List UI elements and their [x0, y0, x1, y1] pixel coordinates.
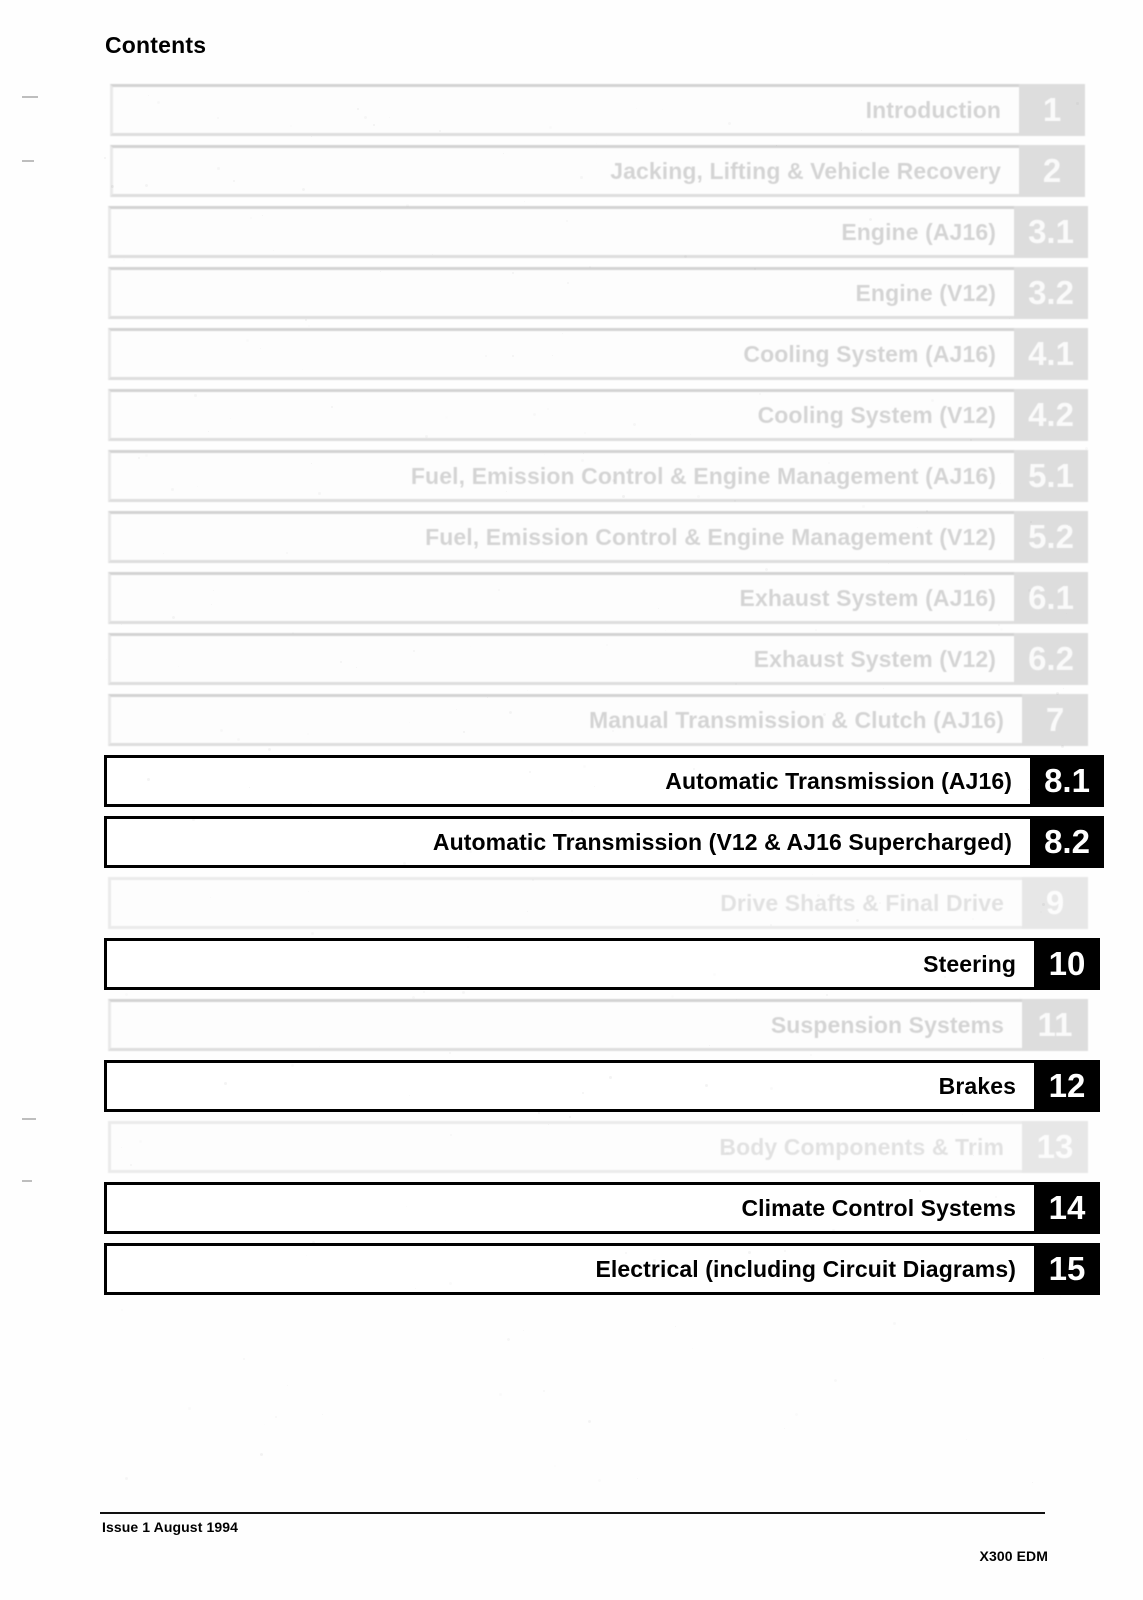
toc-row[interactable] [0, 263, 1143, 324]
toc-entry-label: Engine (AJ16) [108, 206, 1014, 258]
toc-entry-number: 5.2 [1014, 511, 1088, 563]
toc-row[interactable] [0, 446, 1143, 507]
toc-entry-bar[interactable] [108, 389, 1088, 441]
scan-noise-dot [598, 1479, 601, 1482]
scan-noise-dot [1032, 1482, 1033, 1483]
toc-entry-number: 14 [1034, 1182, 1100, 1234]
toc-row[interactable] [0, 1056, 1143, 1117]
scan-noise-dot [1043, 1358, 1044, 1359]
toc-entry-number: 8.2 [1030, 816, 1104, 868]
footer-document-code: X300 EDM [979, 1548, 1048, 1564]
toc-entry-bar[interactable] [108, 999, 1088, 1051]
table-of-contents [0, 80, 1143, 1300]
toc-entry-label: Fuel, Emission Control & Engine Management (V12) [108, 511, 1014, 563]
scan-artifact [22, 160, 34, 162]
toc-entry-number: 8.1 [1030, 755, 1104, 807]
toc-entry-bar[interactable] [108, 206, 1088, 258]
toc-entry-number: 3.2 [1014, 267, 1088, 319]
toc-row[interactable] [0, 1117, 1143, 1178]
scan-noise-dot [523, 1330, 524, 1331]
toc-row[interactable] [0, 934, 1143, 995]
scan-noise-dot [675, 1326, 676, 1327]
toc-entry-bar[interactable] [108, 572, 1088, 624]
toc-entry-bar[interactable] [110, 145, 1085, 197]
scan-artifact [22, 1180, 32, 1182]
scan-noise-dot [499, 1393, 502, 1396]
toc-entry-label: Drive Shafts & Final Drive [108, 877, 1022, 929]
scan-noise-dot [243, 1358, 245, 1360]
toc-row[interactable] [0, 324, 1143, 385]
toc-entry-bar[interactable] [108, 511, 1088, 563]
toc-entry-bar[interactable] [104, 938, 1100, 990]
toc-entry-bar[interactable] [104, 1182, 1100, 1234]
scan-noise-dot [692, 1348, 693, 1349]
scan-noise-dot [588, 1420, 591, 1423]
toc-row[interactable] [0, 690, 1143, 751]
toc-entry-bar[interactable] [104, 1243, 1100, 1295]
toc-entry-label: Manual Transmission & Clutch (AJ16) [108, 694, 1022, 746]
toc-row[interactable] [0, 507, 1143, 568]
toc-row[interactable] [0, 629, 1143, 690]
scan-noise-dot [795, 1413, 798, 1416]
toc-entry-bar[interactable] [108, 328, 1088, 380]
scan-noise-dot [637, 1478, 638, 1479]
toc-entry-label: Engine (V12) [108, 267, 1014, 319]
toc-entry-number: 6.2 [1014, 633, 1088, 685]
scan-artifact [22, 96, 38, 98]
toc-entry-number: 9 [1022, 877, 1088, 929]
toc-entry-number: 4.1 [1014, 328, 1088, 380]
scan-noise-dot [121, 1309, 123, 1311]
footer-issue-text: Issue 1 August 1994 [102, 1519, 238, 1535]
scan-noise-dot [287, 1385, 288, 1386]
scan-noise-dot [188, 1407, 191, 1410]
toc-entry-bar[interactable] [108, 694, 1088, 746]
toc-row[interactable] [0, 80, 1143, 141]
toc-entry-bar[interactable] [104, 755, 1104, 807]
scan-noise-dot [507, 1338, 510, 1341]
toc-entry-bar[interactable] [110, 84, 1085, 136]
toc-entry-number: 5.1 [1014, 450, 1088, 502]
toc-entry-label: Brakes [104, 1060, 1034, 1112]
toc-entry-label: Exhaust System (AJ16) [108, 572, 1014, 624]
toc-entry-label: Cooling System (AJ16) [108, 328, 1014, 380]
scan-noise-dot [543, 1390, 545, 1392]
toc-entry-label: Climate Control Systems [104, 1182, 1034, 1234]
toc-row[interactable] [0, 385, 1143, 446]
toc-row[interactable] [0, 995, 1143, 1056]
toc-entry-label: Automatic Transmission (V12 & AJ16 Supercharged) [104, 816, 1030, 868]
toc-row[interactable] [0, 1239, 1143, 1300]
toc-entry-bar[interactable] [104, 1060, 1100, 1112]
scan-noise-dot [834, 1379, 837, 1382]
toc-row[interactable] [0, 873, 1143, 934]
toc-entry-bar[interactable] [108, 267, 1088, 319]
scan-noise-dot [966, 1439, 967, 1440]
page-title: Contents [105, 32, 207, 58]
toc-entry-bar[interactable] [104, 816, 1104, 868]
toc-entry-number: 7 [1022, 694, 1088, 746]
scan-noise-dot [322, 1414, 323, 1415]
scan-noise-dot [784, 1428, 785, 1429]
toc-entry-bar[interactable] [108, 450, 1088, 502]
toc-row[interactable] [0, 568, 1143, 629]
scan-artifact [22, 1118, 36, 1120]
toc-entry-number: 3.1 [1014, 206, 1088, 258]
toc-entry-label: Cooling System (V12) [108, 389, 1014, 441]
toc-entry-label: Exhaust System (V12) [108, 633, 1014, 685]
toc-entry-number: 1 [1019, 84, 1085, 136]
scan-noise-dot [554, 1465, 556, 1467]
scan-noise-dot [260, 1453, 263, 1456]
scan-noise-dot [264, 1424, 265, 1425]
toc-entry-number: 4.2 [1014, 389, 1088, 441]
toc-entry-label: Introduction [110, 84, 1019, 136]
toc-entry-bar[interactable] [108, 633, 1088, 685]
toc-row[interactable] [0, 202, 1143, 263]
toc-entry-label: Electrical (including Circuit Diagrams) [104, 1243, 1034, 1295]
toc-row[interactable] [0, 1178, 1143, 1239]
toc-entry-number: 12 [1034, 1060, 1100, 1112]
toc-entry-number: 15 [1034, 1243, 1100, 1295]
toc-row[interactable] [0, 751, 1143, 812]
scan-noise-dot [125, 1477, 128, 1480]
toc-entry-number: 2 [1019, 145, 1085, 197]
toc-entry-number: 13 [1022, 1121, 1088, 1173]
scan-noise-dot [893, 1322, 896, 1325]
toc-entry-bar[interactable] [108, 877, 1088, 929]
scan-noise-dot [275, 1416, 277, 1418]
toc-entry-number: 10 [1034, 938, 1100, 990]
toc-row[interactable] [0, 141, 1143, 202]
toc-entry-number: 11 [1022, 999, 1088, 1051]
toc-entry-label: Body Components & Trim [108, 1121, 1022, 1173]
toc-entry-label: Fuel, Emission Control & Engine Management (AJ16) [108, 450, 1014, 502]
toc-entry-label: Suspension Systems [108, 999, 1022, 1051]
toc-entry-label: Automatic Transmission (AJ16) [104, 755, 1030, 807]
toc-entry-bar[interactable] [108, 1121, 1088, 1173]
toc-row[interactable] [0, 812, 1143, 873]
footer-divider [100, 1512, 1045, 1514]
toc-entry-number: 6.1 [1014, 572, 1088, 624]
toc-entry-label: Steering [104, 938, 1034, 990]
toc-entry-label: Jacking, Lifting & Vehicle Recovery [110, 145, 1019, 197]
